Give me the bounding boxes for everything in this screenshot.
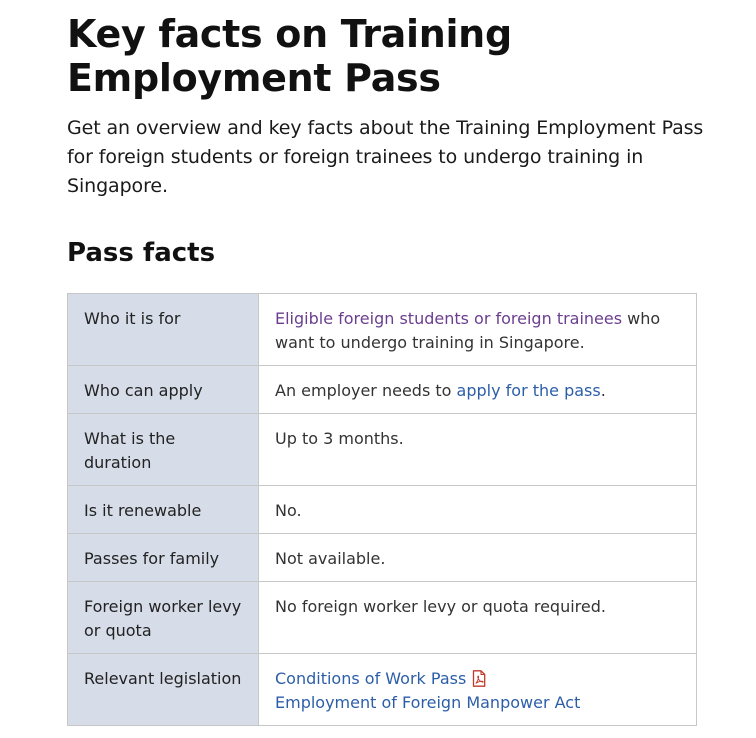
apply-for-pass-link[interactable]: apply for the pass: [456, 381, 601, 400]
legislation-line-1: [275, 667, 680, 691]
row-label: Is it renewable: [68, 486, 259, 534]
page-lead: Get an overview and key facts about the Training Employment Pass for foreign students or foreign trainees to undergo training in Singapore.: [67, 117, 704, 197]
pass-facts-table: [67, 293, 697, 726]
table-row-family: [68, 534, 697, 582]
table-row-legislation: [68, 654, 697, 726]
row-value: [259, 294, 697, 366]
row-label: Who it is for: [68, 294, 259, 366]
eligible-students-link[interactable]: Eligible foreign students or foreign trainees: [275, 309, 623, 328]
row-value: Not available.: [259, 534, 697, 582]
page-title: Key facts on Training Employment Pass: [67, 12, 512, 100]
table-row-renewable: [68, 486, 697, 534]
row-label: Foreign worker levy or quota: [68, 582, 259, 654]
row-label: Who can apply: [68, 366, 259, 414]
table-row-duration: [68, 414, 697, 486]
row-value: No.: [259, 486, 697, 534]
row-value: Up to 3 months.: [259, 414, 697, 486]
row-label: What is the duration: [68, 414, 259, 486]
table-row-levy: [68, 582, 697, 654]
row-value: [259, 366, 697, 414]
conditions-of-work-pass-link[interactable]: Conditions of Work Pass: [275, 669, 467, 688]
section-title-pass-facts: Pass facts: [67, 238, 216, 268]
row-label: Passes for family: [68, 534, 259, 582]
row-value: No foreign worker levy or quota required.: [259, 582, 697, 654]
pdf-file-icon[interactable]: [472, 670, 486, 687]
table-row-who-apply: [68, 366, 697, 414]
value-text: who want to undergo training in Singapore.: [275, 309, 661, 352]
row-label: Relevant legislation: [68, 654, 259, 726]
value-text: .: [600, 381, 606, 400]
employment-of-foreign-manpower-act-link[interactable]: Employment of Foreign Manpower Act: [275, 693, 581, 712]
row-value: [259, 654, 697, 726]
table-row-who-for: [68, 294, 697, 366]
legislation-line-2: [275, 691, 680, 715]
value-text: An employer needs to: [275, 381, 457, 400]
